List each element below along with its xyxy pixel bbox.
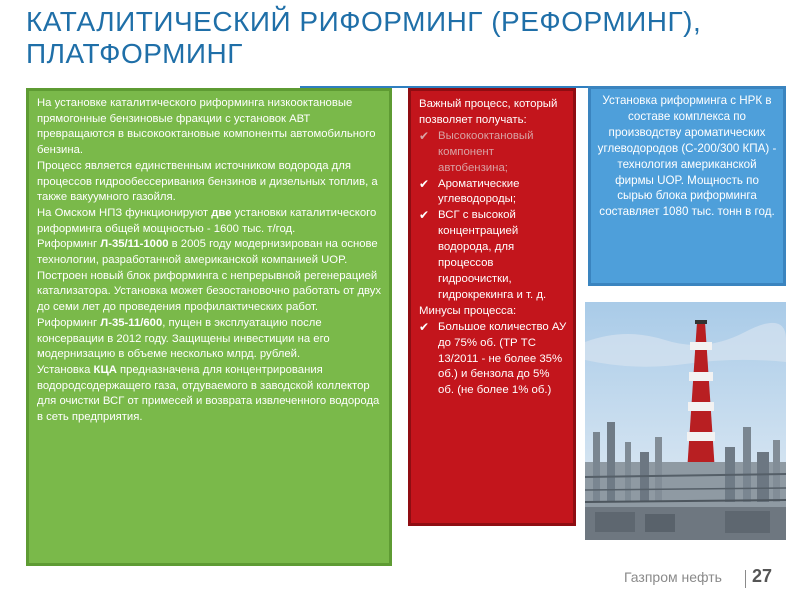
title-line-1: КАТАЛИТИЧЕСКИЙ РИФОРМИНГ (РЕФОРМИНГ), (26, 6, 702, 37)
brand-name: Газпром нефть (624, 569, 722, 585)
list-item: ✔ Ароматические углеводороды; (419, 176, 520, 206)
list-item: ✔ Большое количество АУ до 75% об. (ТР ТС 13/2011 - не более 35% об.) и бензола до 5% об. (не более 1% об.) (419, 319, 567, 397)
minus-title: Минусы процесса: (419, 304, 517, 317)
description-paragraph: На Омском НПЗ функционируют две установки каталитического риформинга общей мощностью - 1600 тыс. т/год. (37, 206, 377, 235)
checkmark-icon: ✔ (419, 176, 430, 191)
page-number: 27 (752, 566, 773, 586)
description-paragraph: Процесс является единственным источником водорода для процессов гидрообессеривания бензинов и дизельных топлив, а также вакуумного газойля. (37, 159, 378, 204)
checkmark-icon: ✔ (419, 208, 430, 223)
list-item: ✔ ВСГ с высокой концентрацией водорода, для процессов гидроочистки, гидрокрекинга и т. д. (419, 208, 547, 301)
description-panel (26, 88, 392, 566)
checkmark-icon: ✔ (419, 319, 430, 334)
list-item: ✔ Высокооктановый компонент автобензина; (419, 128, 534, 174)
description-paragraph: Риформинг Л-35/11-1000 в 2005 году модернизирован на основе технологии, разработанной американской компанией UOP. Построен новый блок риформинга с непрерывной регенерацией катализатора. Установка может безостановочно работать от двух до семи лет до проведения профилактических работ. (37, 238, 382, 314)
description-paragraph: Риформинг Л-35-11/600, пущен в эксплуатацию после консервации в 2012 году. Защищены инвестиции на его модернизацию в объеме несколько млрд. рублей. (37, 316, 330, 361)
benefits-list (419, 129, 567, 304)
footer-separator (745, 570, 746, 588)
process-intro: Важный процесс, который позволяет получать: (419, 98, 558, 126)
title-line-2: ПЛАТФОРМИНГ (26, 38, 243, 69)
process-panel (408, 88, 576, 526)
description-paragraph: На установке каталитического риформинга низкооктановые прямогонные бензиновые фракции с установок АВТ превращаются в высокооктановые компоненты автомобильного бензина. (37, 97, 376, 157)
page-title (26, 6, 766, 70)
drawbacks-list (419, 320, 567, 400)
unit-info-panel: Установка риформинга с НРК в составе комплекса по производству ароматических углеводородов (С-200/300 КПА) - технология американской фирмы UOP. Мощность по сырью блока риформинга составляет 1080 тыс. тонн в год. (588, 86, 786, 286)
checkmark-icon: ✔ (419, 128, 430, 143)
refinery-photo (585, 302, 786, 540)
description-paragraph: Установка КЦА предназначена для концентрирования водородсодержащего газа, отдуваемого в заводской коллектор для очистки ВСГ от примесей и возврата извлеченного водорода в сеть предприятия. (37, 363, 380, 424)
